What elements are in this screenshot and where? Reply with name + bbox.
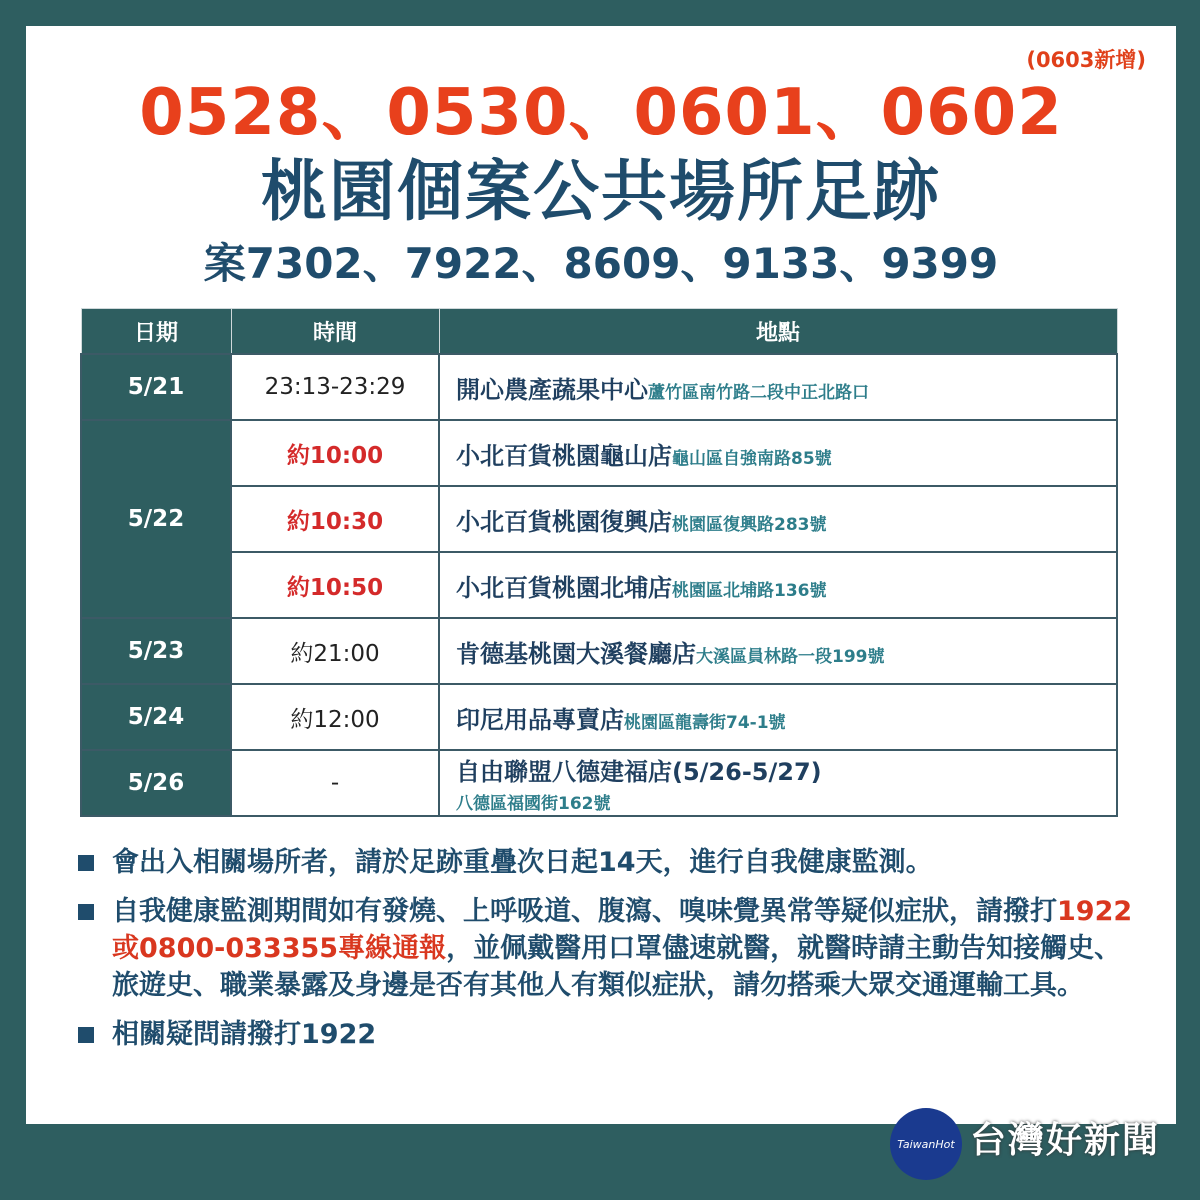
time-cell: 約10:50: [231, 552, 439, 618]
watermark-text: 台灣好新聞: [970, 1120, 1161, 1161]
hotline-highlight: 1922或0800-033355專線通報: [112, 896, 1133, 964]
square-bullet-icon: [78, 904, 94, 920]
table-row: [81, 486, 1117, 552]
date-cell: 5/26: [81, 750, 231, 816]
place-cell: [439, 552, 1117, 618]
header-date: 日期: [81, 309, 231, 355]
time-cell: 23:13-23:29: [231, 354, 439, 420]
place-name: 小北百貨桃園北埔店: [456, 573, 672, 602]
place-address: 桃園區龍壽街74-1號: [624, 712, 786, 733]
time-cell: 約21:00: [231, 618, 439, 684]
place-address: 桃園區北埔路136號: [672, 580, 827, 601]
place-cell: [439, 618, 1117, 684]
table-row: [81, 420, 1117, 486]
time-cell: 約12:00: [231, 684, 439, 750]
date-cell: 5/24: [81, 684, 231, 750]
note-text: 自我健康監測期間如有發燒、上呼吸道、腹瀉、嗅味覺異常等疑似症狀，請撥打: [112, 896, 1057, 927]
notes-list: [78, 844, 1138, 1065]
date-cell: 5/23: [81, 618, 231, 684]
taiwanhot-logo-icon: TaiwanHot: [890, 1108, 962, 1180]
date-cell: 5/22: [81, 420, 231, 618]
date-cell: 5/21: [81, 354, 231, 420]
place-address: 八德區福國街162號: [456, 794, 611, 814]
square-bullet-icon: [78, 855, 94, 871]
note-item: [78, 844, 1138, 881]
place-cell: [439, 486, 1117, 552]
place-cell: [439, 750, 1117, 816]
time-cell: -: [231, 750, 439, 816]
table-row: [81, 618, 1117, 684]
case-numbers: 案7302、7922、8609、9133、9399: [203, 239, 999, 288]
table-header-row: [81, 309, 1117, 355]
footprint-table: [80, 308, 1118, 817]
table-row: [81, 684, 1117, 750]
note-text: 會出入相關場所者，請於足跡重疊次日起14天，進行自我健康監測。: [112, 847, 933, 878]
place-cell: [439, 354, 1117, 420]
table-row: [81, 750, 1117, 816]
time-cell: 約10:30: [231, 486, 439, 552]
place-name: 印尼用品專賣店: [456, 705, 624, 734]
watermark: [890, 1098, 1190, 1190]
place-address: 龜山區自強南路85號: [672, 448, 832, 469]
place-cell: [439, 420, 1117, 486]
place-address: 大溪區員林路一段199號: [696, 646, 885, 667]
header-time: 時間: [231, 309, 439, 355]
square-bullet-icon: [78, 1027, 94, 1043]
place-address: 桃園區復興路283號: [672, 514, 827, 535]
note-item: [78, 893, 1138, 1004]
header-place: 地點: [439, 309, 1117, 355]
table-row: [81, 354, 1117, 420]
time-cell: 約10:00: [231, 420, 439, 486]
place-cell: [439, 684, 1117, 750]
note-item: [78, 1016, 1138, 1053]
note-text: ，並佩戴醫用口罩儘速就醫，就醫時請主動告知接觸史、旅遊史、職業暴露及身邊是否有其他人有類似症狀，請勿搭乘大眾交通運輸工具。: [112, 933, 1122, 1001]
page-title: 桃園個案公共場所足跡: [261, 153, 941, 230]
place-name: 開心農產蔬果中心: [456, 375, 648, 404]
place-name: 小北百貨桃園復興店: [456, 507, 672, 536]
table-row: [81, 552, 1117, 618]
place-name: 小北百貨桃園龜山店: [456, 441, 672, 470]
place-address: 蘆竹區南竹路二段中正北路口: [648, 382, 869, 403]
infographic-card: [26, 26, 1176, 1124]
date-headline: 0528、0530、0601、0602: [139, 76, 1063, 150]
note-text: 相關疑問請撥打1922: [112, 1019, 377, 1050]
place-name: 自由聯盟八德建福店(5/26-5/27): [456, 758, 822, 786]
place-name: 肯德基桃園大溪餐廳店: [456, 639, 696, 668]
update-tag: (0603新增): [1026, 48, 1146, 72]
